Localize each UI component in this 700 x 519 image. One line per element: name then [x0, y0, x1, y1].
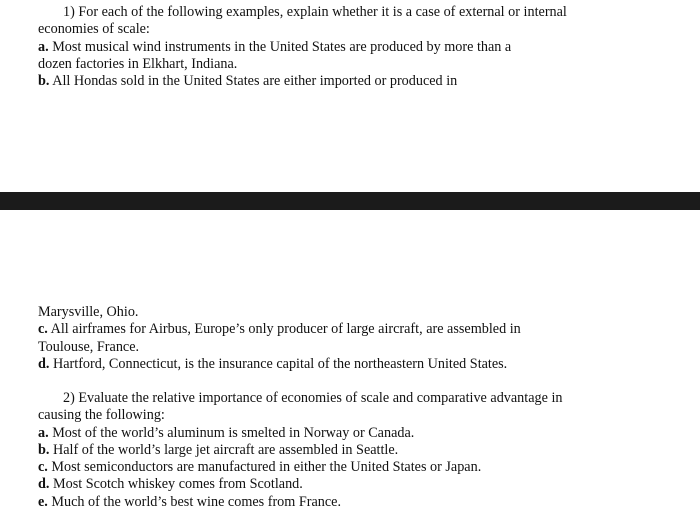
q2-item-c [38, 459, 688, 476]
q2-item-d-letter: d. [38, 476, 50, 493]
q2-item-a-letter: a. [38, 424, 49, 441]
q1-item-c-line-1 [38, 321, 688, 338]
q2-intro-line-2: causing the following: [38, 407, 165, 424]
q2-item-a [38, 425, 688, 442]
q1-item-c-text: All airframes for Airbus, Europe’s only producer of large aircraft, are assembled in [47, 321, 521, 338]
q2-item-c-letter: c. [38, 459, 48, 476]
q2-item-b [38, 442, 688, 459]
q1-intro-line-1: 1) For each of the following examples, explain whether it is a case of external or internal [63, 4, 567, 20]
q1-intro-line-2: economies of scale: [38, 21, 150, 38]
q2-item-c-text: Most semiconductors are manufactured in either the United States or Japan. [47, 459, 482, 476]
q2-item-e-letter: e. [38, 493, 48, 510]
q1-item-d-letter: d. [38, 355, 50, 372]
q1-item-a-line-1 [38, 39, 688, 56]
page-break-bar [0, 192, 700, 210]
q1-item-d-text: Hartford, Connecticut, is the insurance capital of the northeastern United States. [49, 355, 508, 372]
q2-item-b-text: Half of the world’s large jet aircraft are assembled in Seattle. [49, 441, 399, 458]
q1-item-c-line-2: Toulouse, France. [38, 338, 140, 355]
question-1-part-2 [38, 304, 688, 373]
q2-item-d-text: Most Scotch whiskey comes from Scotland. [49, 476, 303, 493]
q1-item-a-text: Most musical wind instruments in the United States are produced by more than a [48, 38, 512, 55]
q1-item-a-line-2: dozen factories in Elkhart, Indiana. [38, 55, 238, 72]
q1-item-b-letter: b. [38, 73, 50, 90]
question-2 [38, 390, 688, 511]
q2-item-d [38, 476, 688, 493]
q2-item-b-letter: b. [38, 441, 50, 458]
q2-intro-line-1: 2) Evaluate the relative importance of economies of scale and comparative advantage in [63, 390, 563, 406]
q1-item-b-line-1 [38, 73, 688, 90]
q2-item-e [38, 494, 688, 511]
q2-item-e-text: Much of the world’s best wine comes from France. [47, 493, 341, 510]
q1-item-b-text: All Hondas sold in the United States are either imported or produced in [49, 73, 458, 90]
q1-item-b-line-2: Marysville, Ohio. [38, 304, 139, 320]
question-1-part-1 [38, 4, 688, 90]
q1-item-d-line-1 [38, 356, 688, 373]
q1-item-c-letter: c. [38, 321, 48, 338]
q1-item-a-letter: a. [38, 38, 49, 55]
q2-item-a-text: Most of the world’s aluminum is smelted in Norway or Canada. [48, 424, 415, 441]
